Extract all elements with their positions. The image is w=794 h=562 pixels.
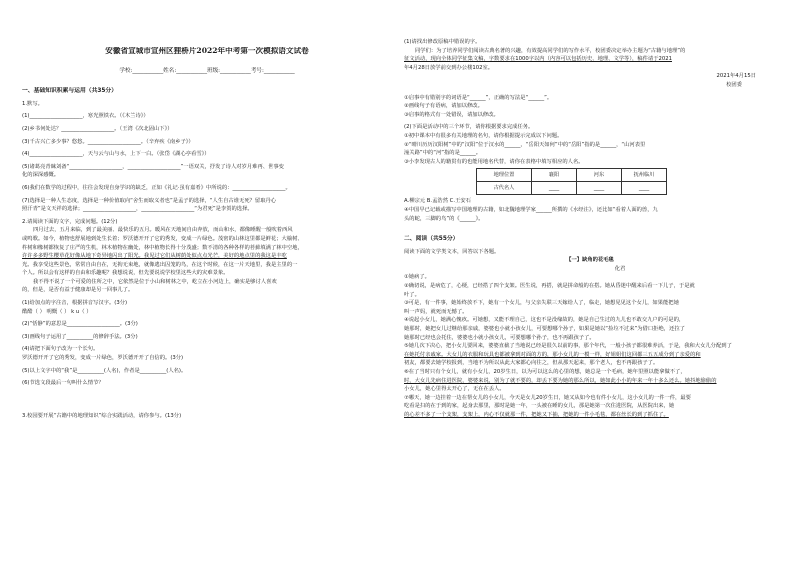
q2-label: 2.请阅读下面的文字，完成问题。(12分)	[22, 218, 118, 225]
q1-item-1: (1)____________________，寒光照铁衣。（《木兰诗》）	[22, 113, 149, 120]
notice-org: 校团委	[726, 81, 742, 88]
notice-line: 年4月28日放学前交到办公楼102室。	[404, 64, 494, 71]
geography-table	[476, 168, 667, 195]
table-cell: 襄阳	[532, 169, 577, 182]
article-para-4: ④说起小女儿，她满心愧疚。可她想，又能不理自己，这也不是没缘故的，她是自己生过的九儿也不敢交九户的可是的，	[404, 317, 685, 324]
q2-sub-1-label: (1)给加点的字注音，根据拼音写汉字。(3分)	[22, 300, 128, 307]
reading-intro: 阅读下面的文学类文本，回答以下各题。	[404, 248, 500, 255]
article-para-5: 初友，都要去她学校报到，当地不为所以从此大家都心向往之，但从那天起来，那个老人，也不再跟孩子了。	[404, 360, 659, 367]
q2-sub-4a: (4)请把下面句子改为一个长句。	[22, 346, 99, 353]
table-cell: 古代名人	[477, 182, 532, 195]
q1-item-7b: 照汗青”是文天祥的选择；____________________，____________________“为君死”是李贺的选择。	[22, 206, 253, 213]
article-para-6-underlined: 时，大女儿先病住进医院，婆婆来说，别为了就不要的，却丢下要为她的那么所以，她如此小小的年来一年十多么还么。她抖地偷偷的	[404, 377, 717, 384]
article-para-2: ②确切说，是病危了，心梗，已经搭了四个支架。医生说，再搭，就是拼命般的在搭。她从昏迷中醒来后看一下儿子，于是就	[404, 283, 695, 290]
article-para-2: 叶了。	[404, 291, 420, 298]
q2-sub-4b: 罗沃德开开了它的秀发，变成一片绿色，罗沃德开开了自信的。(3分)	[22, 355, 184, 362]
notice-date: 2021年4月15日	[716, 73, 756, 80]
q1-item-3: (3)千古兴亡多少事？悠悠。____________________。（辛弃疾《南乡子》）	[22, 138, 194, 145]
section-1-heading: 一、基础知识积累与运用（共35分）	[22, 88, 118, 95]
table-cell-blank: ____	[532, 182, 577, 195]
q2-sub-3: (3)画线句子运用了__________的修辞手法。(3分)	[22, 333, 138, 340]
passage-line: 四月过去，五月来临，到了最美丽、最快乐的五月。暖风在天地间自由奔放，而山和水，都像睡醒一般吹着西风	[33, 227, 293, 234]
table-row	[477, 169, 667, 182]
table-cell: 河东	[577, 169, 622, 182]
article-para-6: 小女儿，她心里得太开心了，无在在丢人。	[404, 386, 505, 393]
table-cell-blank: ____	[577, 182, 622, 195]
q2-sub-5: (5)以上文字中的“我”是__________(人名)，作者是__________(人名)。	[22, 367, 187, 374]
q1-item-5b: 化的深深感慨。	[22, 172, 60, 179]
right-column	[404, 0, 776, 562]
q1-item-7a: (7)选择是一种人生态度，选择是一种价值取向“舍生而取义者也”是孟子的选择，“人生自古谁无死？留取丹心	[22, 197, 277, 204]
notice-task-3: ③启事的格式有一处错误，请加以修改。	[404, 111, 499, 118]
article-para-5-underlined: 在她托付亲戚家。大女儿的衣服和玩具也都被拿到对面的方的，那小女儿的一模一样，好姐姐们这回都三五五成分到了亲爱的和	[404, 351, 701, 358]
article-author: 化君	[614, 265, 626, 272]
table-cell-blank: ____	[622, 182, 667, 195]
activity-task-2b: 潼关路”中的“河”指的是______。	[404, 150, 482, 157]
article-para-5: ⑤她几次下决心，把小女儿要回来，婆婆直截了当地说已经是很久以前的事，那个年代，一般小孩子都很难养活，于是，我和大女儿分配到了	[404, 343, 732, 350]
passage-line: 个人。所以会有这样的自由和乐趣呢？我想说说，但先要说说学校里这些大的灾难景象。	[22, 270, 229, 277]
notice-question: (1)请找出修改原稿中错误的字。	[404, 39, 481, 45]
notice-line: 同学们：为了培养同学们阅读古典名著的兴趣，有效提高同学们的写作水平，校团委决定举办主题为“古籍与地理”的	[415, 47, 686, 54]
q1-label: 1.默写。	[22, 100, 43, 107]
table-row	[477, 182, 667, 195]
q1-item-5a: (5)诸葛亮青睐刘备“____________________，____________________”一语双关，抒发了诗人对岁月难再、世事变	[22, 163, 284, 170]
passage-line: 光。我享受这些景色，常常自由自在，无拘无束地，就像逃出囚笼的鸟，在这个时候，在这一片天地里，我是主里的一	[22, 261, 298, 268]
article-para-3: 叫一声妈，就死而无憾了。	[404, 308, 468, 315]
q1-item-6: (6)我们在数学的过程中，往往会发现自身学识的缺乏，正如《礼记·虽有嘉肴》中所说的：____________________。	[22, 184, 291, 191]
article-para-7: ⑦哪天，她一边挂着一边在帮女儿的小女儿，今天是女儿20岁生日，她又从如今也有件小女儿，这小女儿的一件一件，最要	[404, 394, 691, 401]
article-para-7-underlined: 的心差不多了一个支架，支架上，内心不仅就那一件，把她又下抽，把她的一件小毛毯，都在丝长的到了抓住了。	[404, 411, 669, 418]
activity-task-4a: ④中国早已记载或描写中国地理的古籍，如北魏地理学家______所撰的《水经注》，还比如“看着人面的兽，九	[404, 206, 658, 213]
article-para-3: ③可是，有一件事，她始终放不下，她有一个女儿，与父亲失联三天嫁给人了，临走，她想见见这个女儿，如果能把她	[404, 300, 679, 307]
activity-task-2a: ②“晴川历历汉阳树”中的“汉阳”位于汉水的______，“岳阳天如何”中的“岳阳”指的是______，“山河表里	[404, 141, 646, 148]
article-para-6: ⑥在了当时只有个女儿，就有小女儿，20岁生日，以为可以这么的心里的想，她总是一个毛病，她年里照以能拿做不了，	[404, 369, 686, 375]
q2-sub-1-line: 酷酷（ ） 明慨（ ） k u（ ）	[22, 308, 92, 315]
student-info-line: 学校:___________姓名:___________班级:___________考号:___________	[119, 67, 295, 74]
article-para-4: 她那时已经也会托住，婆婆也小就小孩女儿，可要想哪个孙子，也不再跟孩子了。	[404, 334, 595, 341]
table-cell: 地理位置	[477, 169, 532, 182]
article-para-4: 她那时，她把女儿过继给那亲戚，婆婆也小就小孩女儿，可要想哪个孙子，如果是她以“捡垃不过来”为借口拒绝，还拉了	[404, 326, 685, 333]
q1-item-4: (4)____________________，天与云与山与水，上下一白。（张岱《湖心亭看雪》）	[22, 151, 210, 158]
notice-task-2: ②画线句子有语病，请加以修改。	[404, 103, 483, 110]
article-title: 【一】缺角的花毛毯	[566, 257, 614, 264]
exam-title: 安徽省宣城市宣州区狸桥片2022年中考第一次模拟语文试卷	[105, 47, 309, 55]
q2-sub-2: (2)“恬静”的意思是____________________。(3分)	[22, 321, 138, 328]
passage-line: 的，但是，是否有益于健康却是另一回事儿了。	[22, 287, 134, 294]
passage-line: 或鸣歌。如今，植物也舒展地到处生长着；罗沃德开开了它的秀发，变成一片绿色。茂密的山林这里都是鲜花；大榆树、	[22, 235, 303, 242]
q1-item-2: (2)乡书何处达？____________________。（王湾《次北固山下》）	[22, 125, 173, 132]
passage-line: 杵树和橡树都恢复了庄严的生机，林木植物在幽处，林中植物长得十分茂盛；数不清的各种各样的苔藓填满了林中空地，	[22, 244, 303, 251]
q2-sub-6: (6)节选文段最后一句叫什么情节？	[22, 380, 104, 387]
notice-task-1: ①启事中有错别字的词语是“______”，正确的写法是“______”。	[404, 94, 553, 101]
activity-question: (2)下面是活动中的三个环节，请你根据要求完成任务。	[404, 124, 534, 131]
article-para-1: ①她病了。	[404, 274, 430, 281]
notice-line-underlined: 征文活动，现向全体同学征集文稿，字数要求在1000字以内（内容可以包括历史、地理、文学等），稿件请于2021	[404, 56, 672, 63]
passage-line: 我不得不说了一个可爱的住所之中，它依然是位于小山和树林之中，屹立在小河边上，确实是够讨人喜欢	[33, 278, 277, 285]
section-2-heading: 二、阅读（共55分）	[404, 236, 459, 243]
activity-options: A.柳宗元 B.孟浩然 C.王安石	[404, 198, 471, 205]
left-column	[22, 0, 392, 562]
activity-task-3: ③小李发现古人的籍贯有的也能用地名代替，请你在表格中填写相应的人名。	[404, 158, 584, 165]
table-cell: 抚州临川	[622, 169, 667, 182]
article-para-7: 吃看是扫的在于到的家，起身去那里，那时是她一年，一头被在睡的女儿，那是她第一次住进医院，从医院出来，她	[404, 403, 675, 410]
activity-task-4b: 头的蛇，三脚的鸟”的《______》。	[404, 215, 484, 222]
activity-task-1: ①初中课本中有很多有关地理的名句，请你根据提示完成以下问题。	[404, 132, 563, 139]
q3-label: 3.校园要开展“古籍中的地理知识”综合实践活动，请你参与。(13分)	[22, 412, 182, 419]
passage-line-underlined: 许许多多野生樱草花好像从地下奇异地闪出了阳光。我见过它们从树荫处似点点光芒，美好的地点里的我这是丰吃	[22, 253, 287, 260]
